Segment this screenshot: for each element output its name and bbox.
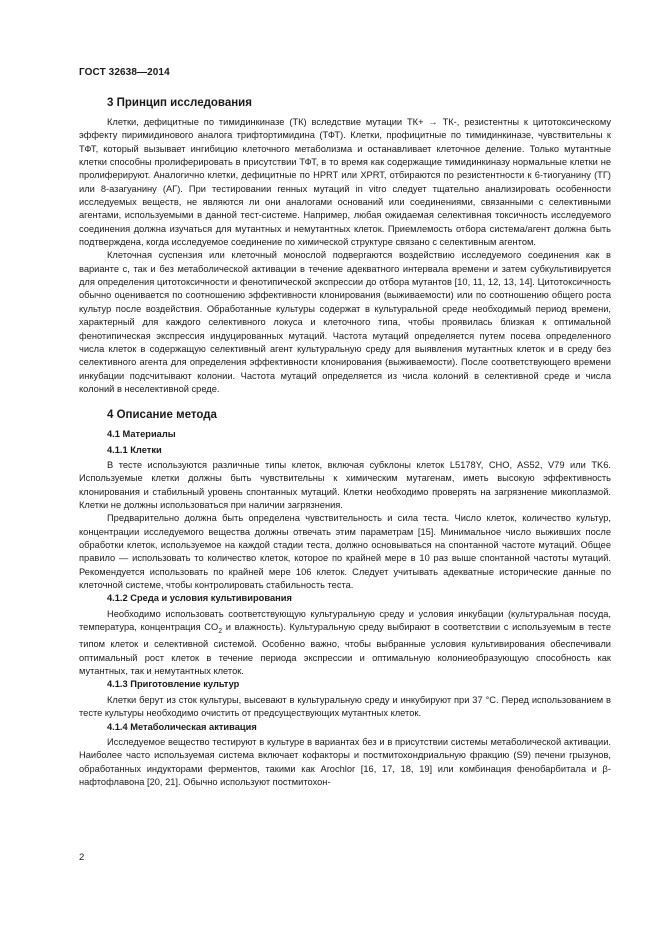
paragraph-text-a: Необходимо использовать соответствующую культуральную среду и условия инкубации (культуральная посуда, температура, концентрация CO (79, 608, 611, 633)
section-4-1-3-heading: 4.1.3 Приготовление культур (107, 679, 240, 690)
section-4-1-4-heading: 4.1.4 Метаболическая активация (107, 721, 257, 732)
document-body (79, 96, 611, 789)
co2-subscript: 2 (218, 628, 223, 636)
section-3-paragraph-1: Клетки, дефицитные по тимидинкиназе (ТК) вследствие мутации ТК+ → ТК-, резистентны к цитотоксическому эффекту пиримидинового аналога трифтортимидина (ТФТ). Клетки, профицитные по тимидинкиназе, чувствительны к ТФТ, который вызывает ингибицию клеточного метаболизма и останавливает клеточное деление. Только мутантные клетки способны пролиферировать в присутствии ТФТ, в то время как содержащие тимидинкиназу нормальные клетки не пролиферируют. Аналогично клетки, дефицитные по HPRT или XPRT, отбираются по резистентности к 6-тиогуанину (ТГ) или 8-азагуанину (АГ). При тестировании генных мутаций in vitro следует тщательно анализировать особенности исследуемых веществ, не являются ли они аналогами оснований или соединениями, связанными с селективными агентами, используемыми в данной тест-системе. Например, любая ожидаемая селективная токсичность исследуемого соединения должна изучаться для мутантных и немутантных клеток. Приемлемость отбора система/агент должна быть подтверждена, когда исследуемое соединение по химической структуре связано с селективным агентом. (79, 117, 611, 248)
document-header: ГОСТ 32638—2014 (79, 67, 170, 78)
section-3-paragraph-2: Клеточная суспензия или клеточный монослой подвергаются воздействию исследуемого соединения как в варианте с, так и без метаболической активации в течение адекватного интервала времени и затем субкультивируется для определения цитотоксичности и фенотипической экспрессии до отбора мутантов [10, 11, 12, 13, 14]. Цитотоксичность обычно оценивается по соотношению эффективности клонирования (выживаемости) или по соотношению общего роста культур после воздействия. Обработанные культуры содержат в культуральной среде необходимый период времени, характерный для каждого селективного локуса и клеточного типа, чтобы проявилась близкая к оптимальной фенотипическая экспрессия индуцированных мутаций. Частота мутаций определяется путем посева определенного числа клеток в содержащую селективный агент культуральную среду для выявления мутантных клеток и в среду без селективного агента для определения эффективности клонирования (выживаемости). После соответствующего времени инкубации подсчитывают колонии. Частота мутаций определяется из числа колоний в селективной среде и числа колоний в неселективной среде. (79, 250, 611, 394)
section-4-1-1-paragraph-1: В тесте используются различные типы клеток, включая субклоны клеток L5178Y, CHO, AS52, V79 или TK6. Используемые клетки должны быть чувствительны к химическим мутагенам, иметь высокую эффективность клонирования и стабильный уровень спонтанных мутаций. Клетки необходимо проверять на загрязнение микоплазмой. Клетки не должны использоваться при наличии загрязнения. (79, 460, 611, 511)
paragraph-text-b: и влажность). Культуральную среду выбирают в соответствии с используемым в тесте типом клеток и селективной системой. Особенно важно, чтобы выбранные условия культивирования обеспечивали оптимальный рост клеток в течение периода экспрессии и оптимальную колониеобразующую способность как мутантных, так и немутантных клеток. (79, 622, 611, 677)
section-3-heading: 3 Принцип исследования (107, 97, 252, 109)
section-4-1-2-heading: 4.1.2 Среда и условия культивирования (107, 593, 292, 604)
section-4-heading: 4 Описание метода (107, 409, 217, 422)
section-4-1-heading: 4.1 Материалы (107, 429, 176, 440)
section-4-1-1-heading: 4.1.1 Клетки (107, 444, 162, 455)
section-4-1-1-paragraph-2: Предварительно должна быть определена чувствительность и сила теста. Число клеток, количество культур, концентрации исследуемого вещества должны отвечать этим параметрам [15]. Минимальное число выживших после обработки клеток, используемое на каждой стадии теста, должно основываться на спонтанной частоте мутаций. Общее правило — использовать то количество клеток, которое по крайней мере в 10 раз выше спонтанной частоты мутаций. Рекомендуется использовать по крайней мере 106 клеток. Следует учитывать адекватные исторические данные по клеточной системе, чтобы контролировать стабильность теста. (79, 513, 611, 591)
section-4-1-4-paragraph-1: Исследуемое вещество тестируют в культуре в вариантах без и в присутствии системы метаболической активации. Наиболее часто используемая система включает кофакторы и постмитохондриальную фракцию (S9) печени грызунов, обработанных индукторами ферментов, такими как Arochlor [16, 17, 18, 19] или комбинация фенобарбитала и β-нафтофлавона [20, 21]. Обычно используют постмитохон- (79, 736, 611, 787)
section-4-1-3-paragraph-1: Клетки берут из сток культуры, высевают в культуральную среду и инкубируют при 37 °С. Перед использованием в тесте культуры необходимо очистить от предсуществующих мутантных клеток. (79, 694, 611, 719)
section-4-1-2-paragraph-1 (79, 608, 611, 679)
page-number: 2 (79, 852, 85, 863)
